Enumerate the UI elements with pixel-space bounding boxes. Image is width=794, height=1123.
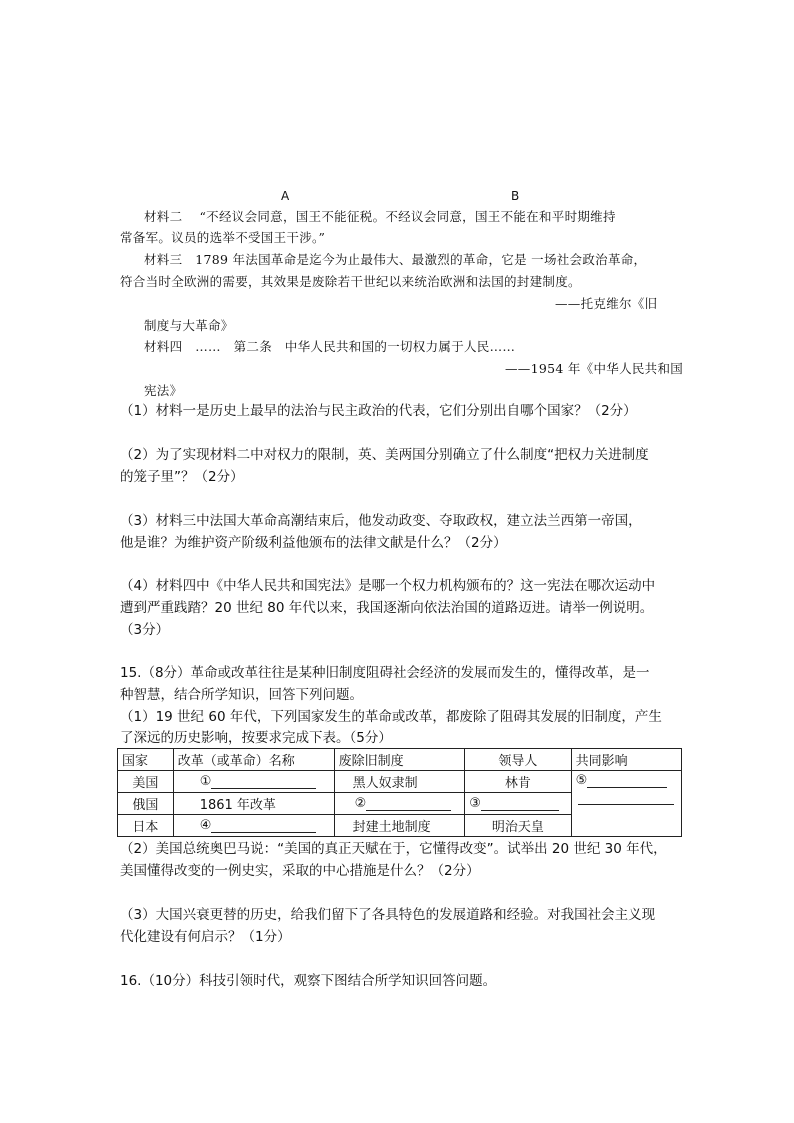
- q14-2-line1: （2）为了实现材料二中对权力的限制，英、美两国分别确立了什么制度“把权力关进制度: [120, 447, 649, 463]
- image-label-b: B: [511, 189, 520, 203]
- leader-cell: 林肯: [465, 771, 571, 793]
- reform-name-cell: [173, 815, 334, 837]
- abolished-cell: 封建土地制度: [334, 815, 465, 837]
- q15-intro-line1: 15.（8分）革命或改革往往是某种旧制度阻碍社会经济的发展而发生的，懂得改革，是一: [120, 665, 650, 681]
- material4-line1: 材料四 …… 第二条 中华人民共和国的一切权力属于人民……: [144, 339, 516, 354]
- q15-2-line2: 美国懂得改变的一例史实，采取的中心措施是什么？（2分）: [120, 863, 480, 879]
- q14-4-line2: 遭到严重践踏？20 世纪 80 年代以来，我国逐渐向依法治国的道路迈进。请举一例说明。: [120, 600, 654, 616]
- answer-blank[interactable]: [211, 774, 316, 789]
- blank-marker: ①: [199, 774, 212, 789]
- image-label-a: A: [281, 189, 290, 203]
- blank-marker: ③: [469, 796, 481, 811]
- q14-1: （1）材料一是历史上最早的法治与民主政治的代表，它们分别出自哪个国家？（2分）: [120, 403, 637, 419]
- header-abolished: 废除旧制度: [334, 749, 465, 771]
- q15-2-line1: （2）美国总统奥巴马说：“美国的真正天赋在于，它懂得改变”。试举出 20 世纪 30 年代，: [120, 841, 667, 857]
- q14-3-line2: 他是谁？为维护资产阶级利益他颁布的法律文献是什么？（2分）: [120, 535, 507, 551]
- answer-blank[interactable]: [211, 818, 316, 833]
- reform-table: [117, 748, 682, 837]
- leader-cell: 明治天皇: [465, 815, 571, 837]
- material3-line1: 材料三 1789 年法国革命是迄今为止最伟大、最激烈的革命，它是 一场社会政治革命，: [144, 252, 647, 267]
- q15-intro-line2: 种智慧，结合所学知识，回答下列问题。: [120, 687, 363, 703]
- material2-line2: 常备军。议员的选举不受国王干涉。”: [120, 230, 326, 245]
- blank-marker: ④: [199, 818, 212, 833]
- table-row: [118, 771, 682, 793]
- abolished-cell: 黑人奴隶制: [334, 771, 465, 793]
- country-cell: 俄国: [118, 793, 174, 815]
- answer-blank[interactable]: [578, 788, 674, 805]
- answer-blank[interactable]: [481, 796, 559, 811]
- q14-4-line1: （4）材料四中《中华人民共和国宪法》是哪一个权力机构颁布的？这一宪法在哪次运动中: [120, 578, 656, 594]
- q15-3-line2: 代化建设有何启示？（1分）: [120, 929, 291, 945]
- material2-line1: 材料二 “不经议会同意，国王不能征税。不经议会同意，国王不能在和平时期维持: [144, 209, 616, 224]
- q15-1-line1: （1）19 世纪 60 年代，下列国家发生的革命或改革，都废除了阻碍其发展的旧制度，产生: [120, 709, 662, 725]
- shared-impact-cell: [571, 771, 681, 837]
- abolished-cell: [334, 793, 465, 815]
- header-country: 国家: [118, 749, 174, 771]
- material4-source2: 宪法》: [144, 383, 183, 398]
- q16-intro: 16.（10分）科技引领时代，观察下图结合所学知识回答问题。: [120, 973, 497, 989]
- reform-name-cell: 1861 年改革: [173, 793, 334, 815]
- answer-blank[interactable]: [587, 773, 667, 788]
- q14-4-line3: （3分）: [120, 622, 170, 638]
- q15-3-line1: （3）大国兴衰更替的历史，给我们留下了各具特色的发展道路和经验。对我国社会主义现: [120, 907, 656, 923]
- leader-cell: [465, 793, 571, 815]
- q14-2-line2: 的笼子里”？（2分）: [120, 469, 244, 485]
- material3-source2: 制度与大革命》: [144, 318, 234, 333]
- header-shared-impact: 共同影响: [571, 749, 681, 771]
- blank-marker: ⑤: [575, 773, 588, 788]
- material4-source1: ——1954 年《中华人民共和国: [505, 361, 684, 376]
- blank-marker: ②: [354, 796, 367, 811]
- country-cell: 日本: [118, 815, 174, 837]
- q14-3-line1: （3）材料三中法国大革命高潮结束后，他发动政变、夺取政权，建立法兰西第一帝国，: [120, 513, 642, 529]
- material3-source1: ——托克维尔《旧: [555, 296, 658, 311]
- material3-line2: 符合当时全欧洲的需要，其效果是废除若干世纪以来统治欧洲和法国的封建制度。: [120, 274, 581, 289]
- q15-1-line2: 了深远的历史影响，按要求完成下表。（5分）: [120, 730, 392, 746]
- table-header-row: [118, 749, 682, 771]
- reform-name-cell: [173, 771, 334, 793]
- country-cell: 美国: [118, 771, 174, 793]
- header-reform-name: 改革（或革命）名称: [173, 749, 334, 771]
- header-leader: 领导人: [465, 749, 571, 771]
- answer-blank[interactable]: [366, 796, 451, 811]
